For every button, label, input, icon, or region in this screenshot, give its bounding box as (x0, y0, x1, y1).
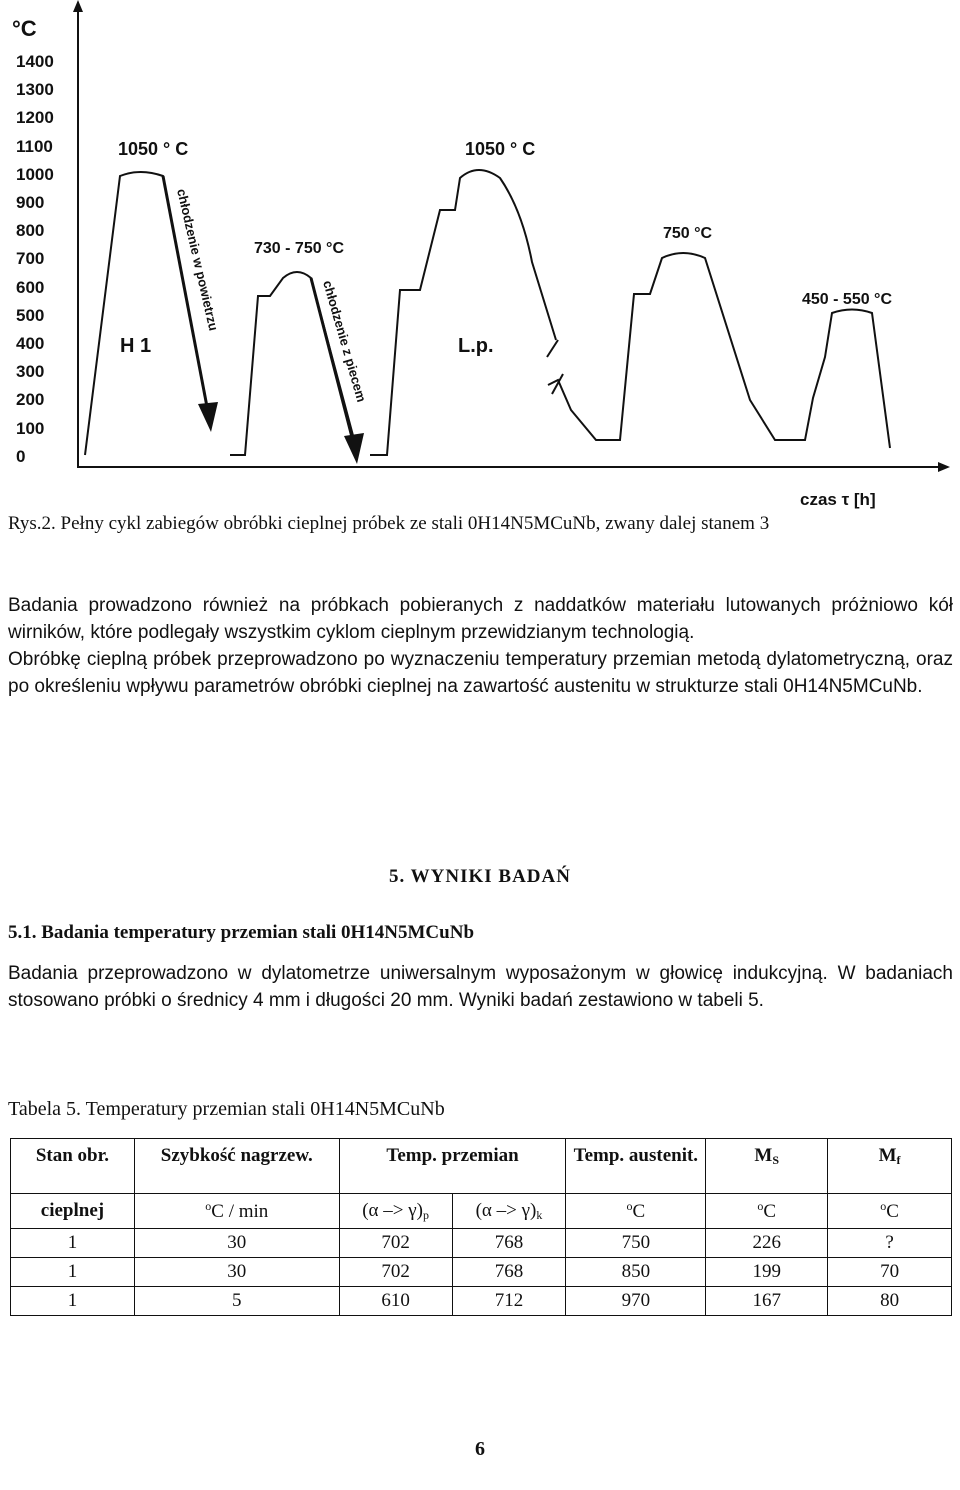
unit-rate: $^o$C / min (134, 1194, 339, 1229)
y-tick-label: 600 (16, 278, 45, 297)
cell: 702 (339, 1258, 452, 1287)
y-tick-label: 200 (16, 390, 45, 409)
x-axis (78, 462, 950, 472)
y-tick-label: 500 (16, 306, 45, 325)
figure-caption: Rys.2. Pełny cykl zabiegów obróbki cieplnej próbek ze stali 0H14N5MCuNb, zwany dalej stanem 3 (8, 513, 770, 534)
label-450-550: 450 - 550 °C (802, 291, 893, 308)
cell: 30 (134, 1258, 339, 1287)
section-heading: 5. WYNIKI BADAŃ (389, 866, 571, 887)
y-tick-label: 900 (16, 193, 45, 212)
cell: 167 (706, 1287, 828, 1316)
y-axis (73, 0, 83, 468)
header-mf: $M_f$ (828, 1139, 952, 1194)
y-tick-label: 1100 (16, 137, 53, 156)
unit-deg: $^o$C (828, 1194, 952, 1229)
cell: 80 (828, 1287, 952, 1316)
cell: 5 (134, 1287, 339, 1316)
cell: 30 (134, 1229, 339, 1258)
label-cooling-air: chłodzenie w powietrzu (174, 187, 222, 333)
header-temp-przemian: Temp. przemian (339, 1139, 566, 1194)
y-axis-unit: °C (12, 16, 37, 41)
table-unit-row (11, 1194, 952, 1229)
table-row (11, 1229, 952, 1258)
break-mark (547, 340, 558, 357)
cell: 712 (452, 1287, 566, 1316)
cell: 226 (706, 1229, 828, 1258)
table-caption: Tabela 5. Temperatury przemian stali 0H14N5MCuNb (8, 1098, 445, 1120)
label-cooling-furnace: chłodzenie z piecem (320, 278, 370, 404)
cell: 1 (11, 1258, 135, 1287)
transformation-temperatures-table (10, 1138, 952, 1316)
table-row (11, 1287, 952, 1316)
cell: 199 (706, 1258, 828, 1287)
y-tick-label: 400 (16, 334, 45, 353)
cell: 1 (11, 1229, 135, 1258)
subsection-heading: 5.1. Badania temperatury przemian stali 0H14N5MCuNb (8, 922, 475, 943)
paragraph-heat-treatment: Obróbkę cieplną próbek przeprowadzono po wyznaczeniu temperatury przemian metodą dylatometryczną, oraz po określeniu wpływu parametrów obróbki cieplnej na zawartość austenitu w strukturze stali 0H14N5MCuNb. (8, 649, 953, 697)
cell: 750 (566, 1229, 706, 1258)
header-alpha-gamma-k: $(\alpha -> \gamma)_k$ (452, 1194, 566, 1229)
unit-deg: $^o$C (566, 1194, 706, 1229)
x-axis-label: czas τ [h] (800, 490, 876, 509)
header-alpha-gamma-p: $(\alpha -> \gamma)_p$ (339, 1194, 452, 1229)
label-730-750: 730 - 750 °C (254, 240, 345, 257)
label-peak-1050-first: 1050 ° C (118, 139, 189, 159)
header-stan: Stan obr. (11, 1139, 135, 1194)
heat-treatment-cycle-figure (0, 0, 960, 510)
label-750: 750 °C (663, 225, 713, 242)
page-number: 6 (475, 1438, 485, 1460)
cell: ? (828, 1229, 952, 1258)
y-tick-label: 300 (16, 362, 45, 381)
y-tick-label: 0 (16, 447, 26, 466)
header-szybkosc: Szybkość nagrzew. (134, 1139, 339, 1194)
cell: 702 (339, 1229, 452, 1258)
table-row (11, 1258, 952, 1287)
label-peak-1050-second: 1050 ° C (465, 139, 536, 159)
cell: 768 (452, 1229, 566, 1258)
header-temp-austenit: Temp. austenit. (566, 1139, 706, 1194)
header-cieplnej: cieplnej (11, 1194, 135, 1229)
cell: 850 (566, 1258, 706, 1287)
unit-deg: $^o$C (706, 1194, 828, 1229)
paragraph-samples: Badania prowadzono również na próbkach pobieranych z naddatków materiału lutowanych próżniowo kół wirników, które podlegały wszystkim cyklom cieplnym przewidzianym technologią. (8, 595, 953, 643)
cell: 610 (339, 1287, 452, 1316)
cell: 768 (452, 1258, 566, 1287)
break-mark (552, 374, 563, 394)
cell: 1 (11, 1287, 135, 1316)
header-ms: $M_S$ (706, 1139, 828, 1194)
y-tick-label: 1200 (16, 108, 54, 127)
y-tick-label: 1300 (16, 80, 54, 99)
intro-paragraphs (8, 592, 953, 700)
label-lp: L.p. (458, 335, 494, 357)
paragraph-method: Badania przeprowadzono w dylatometrze uniwersalnym wyposażonym w głowicę indukcyjną. W badaniach stosowano próbki o średnicy 4 mm i długości 20 mm. Wyniki badań zestawiono w tabeli 5. (8, 963, 953, 1011)
cell: 70 (828, 1258, 952, 1287)
y-axis-tick-labels (16, 52, 54, 466)
label-h1: H 1 (120, 335, 152, 357)
y-tick-label: 100 (16, 419, 45, 438)
y-tick-label: 1400 (16, 52, 54, 71)
cell: 970 (566, 1287, 706, 1316)
y-tick-label: 1000 (16, 165, 54, 184)
table-header-row (11, 1139, 952, 1194)
y-tick-label: 700 (16, 249, 45, 268)
y-tick-label: 800 (16, 221, 45, 240)
